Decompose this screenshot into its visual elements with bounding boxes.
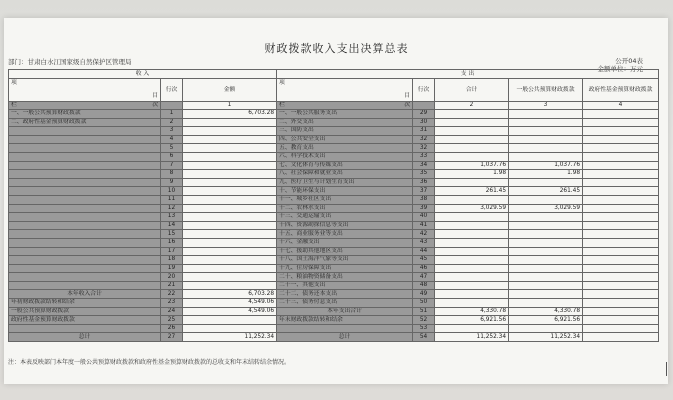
income-item-cell: 政府性基金预算财政拨款 (9, 316, 161, 325)
form-number: 公开04表 (615, 57, 643, 65)
total-cell (435, 152, 509, 161)
table-row (9, 307, 659, 316)
general-budget-cell (509, 238, 583, 247)
income-amount-cell (183, 213, 277, 222)
total-cell (435, 110, 509, 119)
income-line-cell: 27 (161, 333, 183, 342)
table-row (9, 290, 659, 299)
table-row (9, 230, 659, 239)
income-item-cell (9, 324, 161, 333)
expense-item-cell: 十一、城乡社区支出 (277, 195, 413, 204)
income-amount-cell (183, 221, 277, 230)
income-amount-cell (183, 204, 277, 213)
expense-line-cell: 32 (413, 135, 435, 144)
expense-item-cell: 年末财政拨款结转和结余 (277, 316, 413, 325)
expense-line-cell: 54 (413, 333, 435, 342)
income-line-cell: 23 (161, 299, 183, 308)
income-line-cell: 6 (161, 152, 183, 161)
col-number-4: 4 (583, 102, 659, 110)
income-amount-cell (183, 195, 277, 204)
income-amount-cell (183, 238, 277, 247)
page-title: 财政拨款收入支出决算总表 (264, 42, 409, 55)
income-amount-cell: 4,549.06 (183, 307, 277, 316)
income-item-cell (9, 221, 161, 230)
total-cell (435, 256, 509, 265)
expense-item-cell: 七、文化体育与传媒支出 (277, 161, 413, 170)
income-line-cell: 17 (161, 247, 183, 256)
total-cell (435, 178, 509, 187)
expense-line-cell: 41 (413, 221, 435, 230)
fund-budget-cell (583, 170, 659, 179)
income-item-cell (9, 264, 161, 273)
table-row (9, 152, 659, 161)
fund-budget-cell (583, 290, 659, 299)
header-row-columns (9, 79, 659, 102)
total-cell: 1,037.76 (435, 161, 509, 170)
expense-line-cell: 37 (413, 187, 435, 196)
expense-item-cell: 二、外交支出 (277, 118, 413, 127)
income-item-cell (9, 213, 161, 222)
expense-line-cell: 31 (413, 127, 435, 136)
table-body (9, 70, 659, 342)
income-item-cell (9, 178, 161, 187)
expense-item-cell (277, 324, 413, 333)
income-amount-cell (183, 324, 277, 333)
table-row (9, 264, 659, 273)
income-line-cell: 20 (161, 273, 183, 282)
expense-lan-label: 栏 (279, 102, 285, 108)
expense-line-cell: 53 (413, 324, 435, 333)
expense-item-cell: 九、医疗卫生与计划生育支出 (277, 178, 413, 187)
expense-line-cell: 45 (413, 256, 435, 265)
fund-budget-cell (583, 127, 659, 136)
income-item-cell (9, 144, 161, 153)
expense-item-cell: 十五、商业服务业等支出 (277, 230, 413, 239)
expense-line-header: 行次 (413, 79, 435, 102)
table-row (9, 213, 659, 222)
expense-line-cell: 33 (413, 152, 435, 161)
table-row (9, 204, 659, 213)
income-line-cell: 19 (161, 264, 183, 273)
table-row (9, 144, 659, 153)
total-header: 合计 (435, 79, 509, 102)
general-budget-cell: 1.98 (509, 170, 583, 179)
total-cell (435, 118, 509, 127)
income-line-cell: 24 (161, 307, 183, 316)
total-cell: 261.45 (435, 187, 509, 196)
income-amount-header: 金额 (183, 79, 277, 102)
fund-budget-cell (583, 221, 659, 230)
fund-budget-cell (583, 307, 659, 316)
table-row (9, 316, 659, 325)
fund-budget-cell (583, 152, 659, 161)
table-row (9, 299, 659, 308)
income-line-cell: 5 (161, 144, 183, 153)
table-row (9, 247, 659, 256)
final-accounts-table (8, 69, 659, 342)
income-amount-cell (183, 144, 277, 153)
income-item-cell (9, 204, 161, 213)
general-budget-cell: 11,252.34 (509, 333, 583, 342)
income-ci-label: 次 (152, 102, 158, 108)
income-line-cell: 16 (161, 238, 183, 247)
fund-budget-cell (583, 238, 659, 247)
table-row (9, 135, 659, 144)
income-line-cell: 22 (161, 290, 183, 299)
income-group-header: 收 入 (9, 70, 277, 79)
expense-group-header: 支 出 (277, 70, 659, 79)
expense-line-cell: 52 (413, 316, 435, 325)
header-row-column-numbers (9, 102, 659, 110)
fund-budget-cell (583, 316, 659, 325)
total-cell (435, 135, 509, 144)
income-item-cell: 总计 (9, 333, 161, 342)
expense-item-cell: 十八、国土海洋气象等支出 (277, 256, 413, 265)
general-budget-cell (509, 213, 583, 222)
income-item-cell (9, 281, 161, 290)
income-line-cell: 11 (161, 195, 183, 204)
expense-item-cell: 十九、住房保障支出 (277, 264, 413, 273)
table-row (9, 195, 659, 204)
income-amount-cell (183, 135, 277, 144)
expense-item-cell: 十三、交通运输支出 (277, 213, 413, 222)
income-mu-label: 目 (152, 93, 158, 99)
expense-line-cell: 47 (413, 273, 435, 282)
expense-item-cell: 十二、农林水支出 (277, 204, 413, 213)
expense-item-cell: 二十、粮油物资储备支出 (277, 273, 413, 282)
income-amount-cell (183, 152, 277, 161)
expense-line-cell: 40 (413, 213, 435, 222)
general-budget-header: 一般公共预算财政拨款 (509, 79, 583, 102)
income-lan-cell (9, 102, 161, 110)
table-row (9, 333, 659, 342)
fund-budget-cell (583, 118, 659, 127)
table-row (9, 273, 659, 282)
income-item-cell (9, 127, 161, 136)
total-cell (435, 230, 509, 239)
total-cell (435, 213, 509, 222)
fund-budget-cell (583, 144, 659, 153)
income-item-cell (9, 230, 161, 239)
expense-lan-cell (277, 102, 413, 110)
general-budget-cell: 4,330.78 (509, 307, 583, 316)
general-budget-cell (509, 256, 583, 265)
expense-line-cell: 32 (413, 144, 435, 153)
expense-item-cell: 本年支出合计 (277, 307, 413, 316)
income-item-cell (9, 135, 161, 144)
income-item-cell (9, 247, 161, 256)
income-item-header (9, 79, 161, 102)
income-line-cell: 15 (161, 230, 183, 239)
table-row (9, 221, 659, 230)
total-cell (435, 221, 509, 230)
income-item-cell: 年初财政拨款结转和结余 (9, 299, 161, 308)
fund-budget-cell (583, 281, 659, 290)
income-line-cell: 7 (161, 161, 183, 170)
general-budget-cell (509, 230, 583, 239)
expense-item-cell: 六、科学技术支出 (277, 152, 413, 161)
expense-item-cell: 十、节能环保支出 (277, 187, 413, 196)
header-row-groups (9, 70, 659, 79)
expense-line-cell: 50 (413, 299, 435, 308)
income-amount-cell (183, 247, 277, 256)
expense-item-header (277, 79, 413, 102)
income-item-cell: 本年收入合计 (9, 290, 161, 299)
total-cell (435, 264, 509, 273)
expense-line-cell: 51 (413, 307, 435, 316)
income-amount-cell (183, 316, 277, 325)
fund-budget-cell (583, 299, 659, 308)
expense-item-label: 项 (279, 80, 285, 86)
income-amount-cell (183, 161, 277, 170)
general-budget-cell (509, 290, 583, 299)
income-item-cell (9, 195, 161, 204)
general-budget-cell: 261.45 (509, 187, 583, 196)
income-lan-label: 栏 (11, 102, 17, 108)
total-cell (435, 144, 509, 153)
fund-budget-header: 政府性基金预算财政拨款 (583, 79, 659, 102)
income-line-cell: 12 (161, 204, 183, 213)
general-budget-cell: 1,037.76 (509, 161, 583, 170)
fund-budget-cell (583, 195, 659, 204)
total-cell (435, 281, 509, 290)
expense-line-cell: 43 (413, 238, 435, 247)
total-cell: 11,252.34 (435, 333, 509, 342)
expense-line-cell: 48 (413, 281, 435, 290)
table-row (9, 110, 659, 119)
expense-item-cell: 三、国防支出 (277, 127, 413, 136)
income-line-cell: 13 (161, 213, 183, 222)
general-budget-cell (509, 127, 583, 136)
expense-line-cell: 49 (413, 290, 435, 299)
fund-budget-cell (583, 204, 659, 213)
total-cell (435, 299, 509, 308)
fund-budget-cell (583, 110, 659, 119)
general-budget-cell (509, 281, 583, 290)
expense-line-cell: 38 (413, 195, 435, 204)
total-cell (435, 195, 509, 204)
income-amount-cell: 6,703.28 (183, 290, 277, 299)
department-name: 部门：甘肃白水江国家级自然保护区管理局 (8, 58, 132, 66)
general-budget-cell: 6,921.56 (509, 316, 583, 325)
general-budget-cell (509, 152, 583, 161)
income-amount-cell: 11,252.34 (183, 333, 277, 342)
income-line-cell: 3 (161, 127, 183, 136)
income-item-cell: 一、一般公共预算财政拨款 (9, 110, 161, 119)
income-amount-cell (183, 264, 277, 273)
expense-line-cell: 42 (413, 230, 435, 239)
fund-budget-cell (583, 213, 659, 222)
income-item-cell (9, 187, 161, 196)
table-row (9, 118, 659, 127)
income-item-cell (9, 256, 161, 265)
money-unit: 金额单位：万元 (597, 65, 643, 73)
expense-item-cell: 总计 (277, 333, 413, 342)
expense-item-cell: 二十一、其他支出 (277, 281, 413, 290)
income-line-cell: 1 (161, 110, 183, 119)
expense-item-cell: 二十三、债务付息支出 (277, 299, 413, 308)
fund-budget-cell (583, 324, 659, 333)
income-line-cell: 2 (161, 118, 183, 127)
total-cell (435, 238, 509, 247)
general-budget-cell (509, 273, 583, 282)
fund-budget-cell (583, 273, 659, 282)
fund-budget-cell (583, 230, 659, 239)
general-budget-cell (509, 118, 583, 127)
income-item-cell (9, 161, 161, 170)
general-budget-cell (509, 178, 583, 187)
table-row (9, 178, 659, 187)
income-amount-cell (183, 127, 277, 136)
income-line-cell: 14 (161, 221, 183, 230)
total-cell (435, 290, 509, 299)
general-budget-cell (509, 135, 583, 144)
expense-item-cell: 四、公共安全支出 (277, 135, 413, 144)
income-amount-cell (183, 178, 277, 187)
fund-budget-cell (583, 256, 659, 265)
general-budget-cell (509, 299, 583, 308)
expense-mu-label: 目 (404, 93, 411, 99)
general-budget-cell: 3,029.59 (509, 204, 583, 213)
income-amount-cell (183, 273, 277, 282)
general-budget-cell (509, 324, 583, 333)
total-cell (435, 324, 509, 333)
expense-line-cell: 29 (413, 110, 435, 119)
expense-item-cell: 二十二、债务还本支出 (277, 290, 413, 299)
income-line-header: 行次 (161, 79, 183, 102)
income-amount-cell (183, 187, 277, 196)
fund-budget-cell (583, 187, 659, 196)
table-row (9, 187, 659, 196)
expense-line-cell: 36 (413, 178, 435, 187)
expense-ci-label: 次 (404, 102, 411, 108)
general-budget-cell (509, 195, 583, 204)
table-row (9, 170, 659, 179)
income-item-cell: 二、政府性基金预算财政拨款 (9, 118, 161, 127)
expense-line-cell: 35 (413, 170, 435, 179)
general-budget-cell (509, 247, 583, 256)
fund-budget-cell (583, 161, 659, 170)
table-row (9, 238, 659, 247)
income-line-cell: 10 (161, 187, 183, 196)
expense-line-cell: 34 (413, 161, 435, 170)
general-budget-cell (509, 264, 583, 273)
total-cell: 3,029.59 (435, 204, 509, 213)
table-row (9, 161, 659, 170)
total-cell (435, 273, 509, 282)
general-budget-cell (509, 110, 583, 119)
expense-line-cell: 46 (413, 264, 435, 273)
expense-item-cell: 十七、援助其他地区支出 (277, 247, 413, 256)
table-row (9, 324, 659, 333)
total-cell: 4,330.78 (435, 307, 509, 316)
fund-budget-cell (583, 135, 659, 144)
expense-item-cell: 一、一般公共服务支出 (277, 110, 413, 119)
income-line-cell: 9 (161, 178, 183, 187)
income-line-cell: 8 (161, 170, 183, 179)
expense-item-cell: 五、教育支出 (277, 144, 413, 153)
income-item-cell: 一般公共预算财政拨款 (9, 307, 161, 316)
income-item-cell (9, 273, 161, 282)
expense-line-cell: 44 (413, 247, 435, 256)
income-amount-cell: 6,703.28 (183, 110, 277, 119)
fund-budget-cell (583, 178, 659, 187)
footnote: 注：本表反映部门本年度一般公共预算财政拨款和政府性基金预算财政拨款的总收支和年末结转结余情况。 (8, 359, 291, 366)
total-cell: 1.98 (435, 170, 509, 179)
income-line-cell: 18 (161, 256, 183, 265)
table-row (9, 256, 659, 265)
total-cell: 6,921.56 (435, 316, 509, 325)
income-amount-cell (183, 118, 277, 127)
fund-budget-cell (583, 247, 659, 256)
general-budget-cell (509, 221, 583, 230)
income-line-cell: 25 (161, 316, 183, 325)
page-edge-mark (666, 362, 667, 376)
income-amount-cell (183, 170, 277, 179)
expense-line-blank (413, 102, 435, 110)
income-amount-cell (183, 256, 277, 265)
income-amount-cell: 4,549.06 (183, 299, 277, 308)
total-cell (435, 247, 509, 256)
income-line-blank (161, 102, 183, 110)
col-number-2: 2 (435, 102, 509, 110)
expense-item-cell: 八、社会保障和就业支出 (277, 170, 413, 179)
fund-budget-cell (583, 264, 659, 273)
table-row (9, 281, 659, 290)
income-item-label: 项 (11, 80, 17, 86)
fund-budget-cell (583, 333, 659, 342)
total-cell (435, 127, 509, 136)
income-item-cell (9, 152, 161, 161)
income-amount-cell (183, 230, 277, 239)
expense-line-cell: 39 (413, 204, 435, 213)
income-amount-cell (183, 281, 277, 290)
expense-item-cell: 十六、金融支出 (277, 238, 413, 247)
income-item-cell (9, 170, 161, 179)
expense-line-cell: 30 (413, 118, 435, 127)
income-line-cell: 4 (161, 135, 183, 144)
expense-item-cell: 十四、资源勘探信息等支出 (277, 221, 413, 230)
col-number-1: 1 (183, 102, 277, 110)
income-item-cell (9, 238, 161, 247)
income-line-cell: 26 (161, 324, 183, 333)
table-row (9, 127, 659, 136)
income-line-cell: 21 (161, 281, 183, 290)
general-budget-cell (509, 144, 583, 153)
col-number-3: 3 (509, 102, 583, 110)
